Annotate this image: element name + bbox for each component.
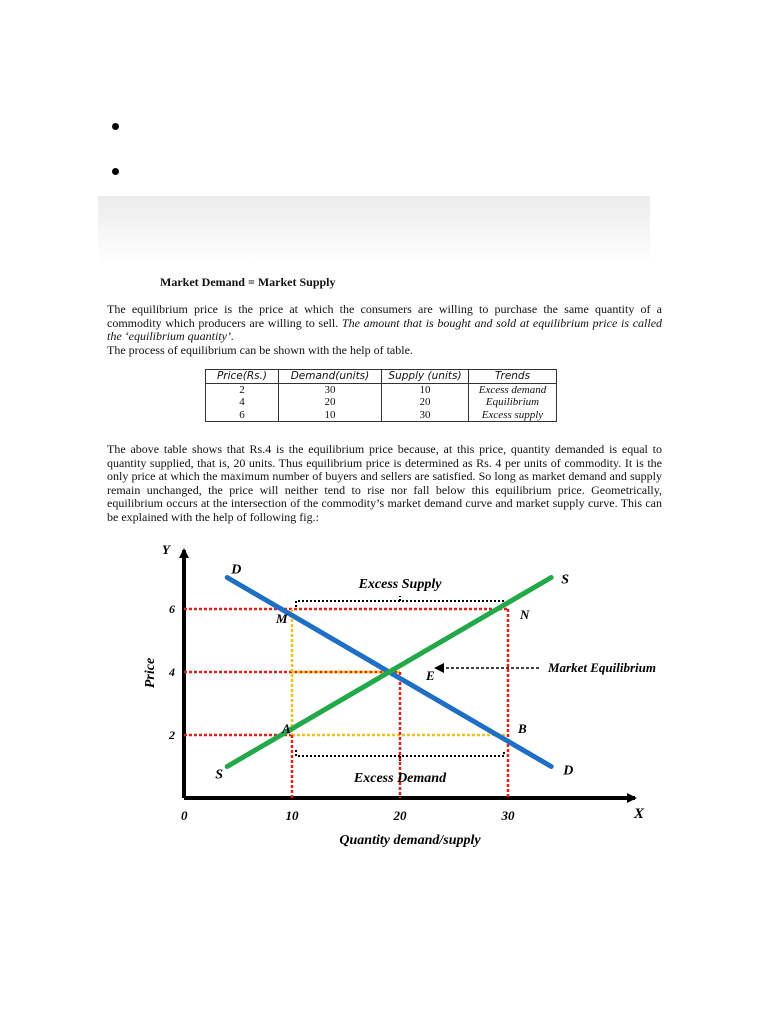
guide-lines [184, 609, 508, 798]
table-cell: 4 [206, 396, 279, 409]
y-tick-label: 6 [169, 602, 175, 616]
table-header-row [206, 370, 557, 384]
table-cell: 20 [279, 396, 382, 409]
table-row [206, 409, 557, 422]
point-label-b: B [518, 721, 527, 736]
table-cell: 20 [382, 396, 469, 409]
table-cell: 10 [279, 409, 382, 422]
bullet-marker [112, 123, 119, 130]
y-tick-label: 2 [169, 728, 175, 742]
y-axis-letter: Y [162, 542, 170, 557]
table-cell: 6 [206, 409, 279, 422]
table-row [206, 383, 557, 396]
table-cell: 30 [382, 409, 469, 422]
point-label-m: M [276, 611, 288, 626]
y-tick-label: 4 [169, 665, 175, 679]
table-header: Demand(units) [279, 370, 382, 384]
point-label-e: E [426, 668, 435, 683]
bullet-marker [112, 168, 119, 175]
y-axis-title: Price [143, 657, 158, 689]
table-header: Trends [469, 370, 557, 384]
origin-label: 0 [181, 808, 188, 823]
demand-curve-label: D [231, 562, 242, 578]
paragraph-italic-text: The amount that is bought and sold at equilibrium price is called the ‘equilibrium quantity’. [107, 315, 663, 344]
table-header: Supply (units) [382, 370, 469, 384]
excess-demand-label: Excess Demand [353, 771, 447, 786]
table-cell: 10 [382, 383, 469, 396]
x-axis-title: Quantity demand/supply [339, 833, 481, 848]
table-header: Price(Rs.) [206, 370, 279, 384]
paragraph-text: The process of equilibrium can be shown with the help of table. [107, 342, 413, 357]
market-equilibrium-label: Market Equilibrium [548, 660, 656, 675]
table-cell: 30 [279, 383, 382, 396]
paragraph-equilibrium-explanation: The above table shows that Rs.4 is the equilibrium price because, at this price, quantity demanded is equal to quantity supplied, that is, 20 units. Thus equilibrium price is determined as Rs. 4 per units of commodity. It is the only price at which the maximum number of buyers and sellers are satisfied. So long as market demand and supply remain unchanged, the price will neither tend to rise nor fall below this equilibrium price. Geometrically, equilibrium occurs at the intersection of the commodity’s market demand curve and market supply curve. This can be explained with the help of following fig.: [107, 442, 662, 524]
equilibrium-chart [140, 536, 670, 856]
table-cell: Excess supply [469, 409, 557, 422]
supply-curve-label: S [561, 572, 569, 588]
demand-curve-label: D [563, 763, 574, 779]
paragraph-text: The equilibrium price is the price at which the consumers are willing to purchase the same quantity of a commodity which producers are willing to sell. [107, 302, 662, 330]
equilibrium-table [205, 369, 557, 422]
table-row [206, 396, 557, 409]
table-cell: Excess demand [469, 383, 557, 396]
x-tick-label: 10 [285, 808, 299, 823]
x-axis-letter: X [634, 806, 645, 822]
paragraph-equilibrium-definition [107, 303, 662, 357]
point-label-a: A [282, 721, 291, 736]
table-cell: Equilibrium [469, 396, 557, 409]
section-heading: Market Demand = Market Supply [160, 275, 336, 289]
supply-curve-label: S [215, 767, 223, 783]
x-tick-label: 20 [393, 808, 407, 823]
table-cell: 2 [206, 383, 279, 396]
excess-supply-label: Excess Supply [358, 577, 442, 592]
point-label-n: N [520, 607, 530, 622]
x-tick-label: 30 [501, 808, 515, 823]
excess-supply-bracket [296, 596, 504, 607]
